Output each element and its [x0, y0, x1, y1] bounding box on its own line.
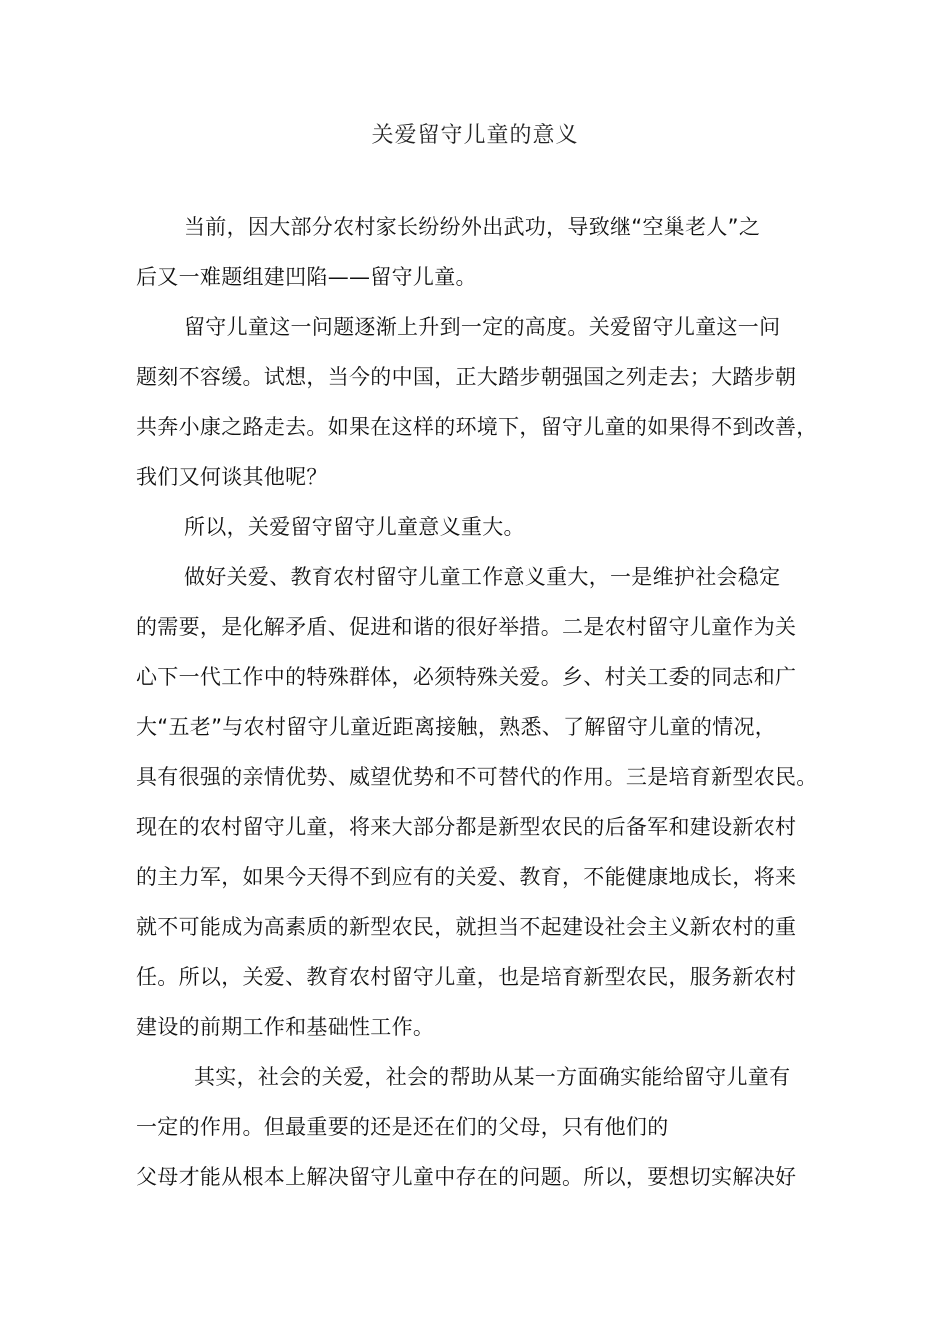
paragraph-line: 就不可能成为高素质的新型农民，就担当不起建设社会主义新农村的重	[136, 915, 797, 939]
paragraph-line: 其实，社会的关爱，社会的帮助从某一方面确实能给留守儿童有	[194, 1065, 791, 1089]
paragraph-line: 题刻不容缓。试想，当今的中国，正大踏步朝强国之列走去；大踏步朝	[136, 365, 797, 389]
paragraph-line: 后又一难题组建凹陷——留守儿童。	[136, 265, 477, 289]
paragraph-line: 建设的前期工作和基础性工作。	[136, 1015, 435, 1039]
paragraph-line: 留守儿童这一问题逐渐上升到一定的高度。关爱留守儿童这一问	[184, 315, 781, 339]
paragraph-line: 共奔小康之路走去。如果在这样的环境下，留守儿童的如果得不到改善，	[136, 415, 818, 439]
paragraph-line: 大“五老”与农村留守儿童近距离接触，熟悉、了解留守儿童的情况，	[136, 715, 777, 739]
paragraph-line: 我们又何谈其他呢？	[136, 465, 328, 489]
paragraph-line: 任。所以，关爱、教育农村留守儿童，也是培育新型农民，服务新农村	[136, 965, 797, 989]
document-title: 关爱留守儿童的意义	[371, 123, 579, 148]
paragraph-line: 父母才能从根本上解决留守儿童中存在的问题。所以，要想切实解决好	[136, 1165, 797, 1189]
paragraph-line: 的主力军，如果今天得不到应有的关爱、教育，不能健康地成长，将来	[136, 865, 797, 889]
paragraph-line: 具有很强的亲情优势、威望优势和不可替代的作用。三是培育新型农民。	[136, 765, 818, 789]
document-body	[136, 212, 836, 1212]
paragraph-line: 所以，关爱留守留守儿童意义重大。	[184, 515, 525, 539]
paragraph-line: 现在的农村留守儿童，将来大部分都是新型农民的后备军和建设新农村	[136, 815, 797, 839]
paragraph-line: 心下一代工作中的特殊群体，必须特殊关爱。乡、村关工委的同志和广	[136, 665, 797, 689]
paragraph-line: 当前，因大部分农村家长纷纷外出武功，导致继“空巢老人”之	[184, 215, 761, 239]
paragraph-line: 做好关爱、教育农村留守儿童工作意义重大，一是维护社会稳定	[184, 565, 781, 589]
paragraph-line: 的需要，是化解矛盾、促进和谐的很好举措。二是农村留守儿童作为关	[136, 615, 797, 639]
paragraph-line: 一定的作用。但最重要的还是还在们的父母，只有他们的	[136, 1115, 669, 1139]
